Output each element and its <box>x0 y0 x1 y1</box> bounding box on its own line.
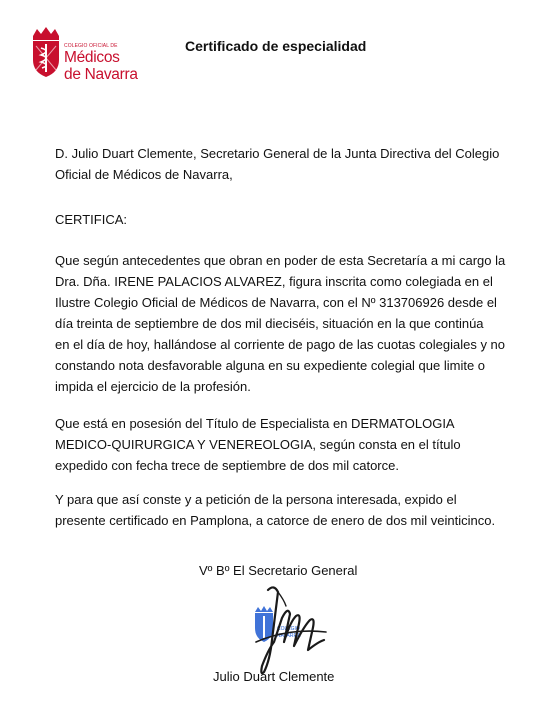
text-line: Que está en posesión del Título de Especialista en DERMATOLOGIA <box>55 416 455 431</box>
text-line: constando nota desfavorable alguna en su expediente colegial que limite o <box>55 358 486 373</box>
text-line: Dra. Dña. IRENE PALACIOS ALVAREZ, figura inscrita como colegiada en el <box>55 274 493 289</box>
signer-title: Vº Bº El Secretario General <box>199 563 358 578</box>
text-line: Y para que así conste y a petición de la persona interesada, expido el <box>55 492 457 507</box>
stamp-text-2: NAVARRA <box>277 633 301 639</box>
document-title: Certificado de especialidad <box>185 38 367 54</box>
logo-wordmark <box>64 44 138 82</box>
specialty-paragraph <box>55 413 525 476</box>
text-line: en el día de hoy, hallándose al corriente de pago de las cuotas colegiales y no <box>55 337 506 352</box>
text-line: impida el ejercicio de la profesión. <box>55 379 251 394</box>
text-line: Ilustre Colegio Oficial de Médicos de Navarra, con el Nº 313706926 desde el <box>55 295 497 310</box>
text-line: día treinta de septiembre de dos mil dieciséis, situación en la que continúa <box>55 316 484 331</box>
text-line: Oficial de Médicos de Navarra, <box>55 167 233 182</box>
text-line: expedido con fecha trece de septiembre de dos mil catorce. <box>55 458 399 473</box>
logo-line-1: Médicos <box>64 49 120 66</box>
logo-line-small: COLEGIO OFICIAL DE <box>64 43 118 49</box>
intro-paragraph <box>55 143 525 185</box>
handwritten-signature <box>238 580 328 680</box>
certification-paragraph <box>55 250 525 397</box>
text-line: MEDICO-QUIRURGICA Y VENEREOLOGIA, según consta en el título <box>55 437 461 452</box>
text-line: Que según antecedentes que obran en poder de esta Secretaría a mi cargo la <box>55 253 506 268</box>
closing-paragraph <box>55 489 525 531</box>
certifica-heading: CERTIFICA: <box>55 212 127 227</box>
crown-shield-icon <box>30 26 62 78</box>
text-line: presente certificado en Pamplona, a catorce de enero de dos mil veinticinco. <box>55 513 496 528</box>
signer-name: Julio Duart Clemente <box>213 669 335 684</box>
text-line: D. Julio Duart Clemente, Secretario General de la Junta Directiva del Colegio <box>55 146 500 161</box>
logo-line-2: de Navarra <box>64 65 138 83</box>
stamp-text-1: COLEGIO <box>277 626 300 632</box>
